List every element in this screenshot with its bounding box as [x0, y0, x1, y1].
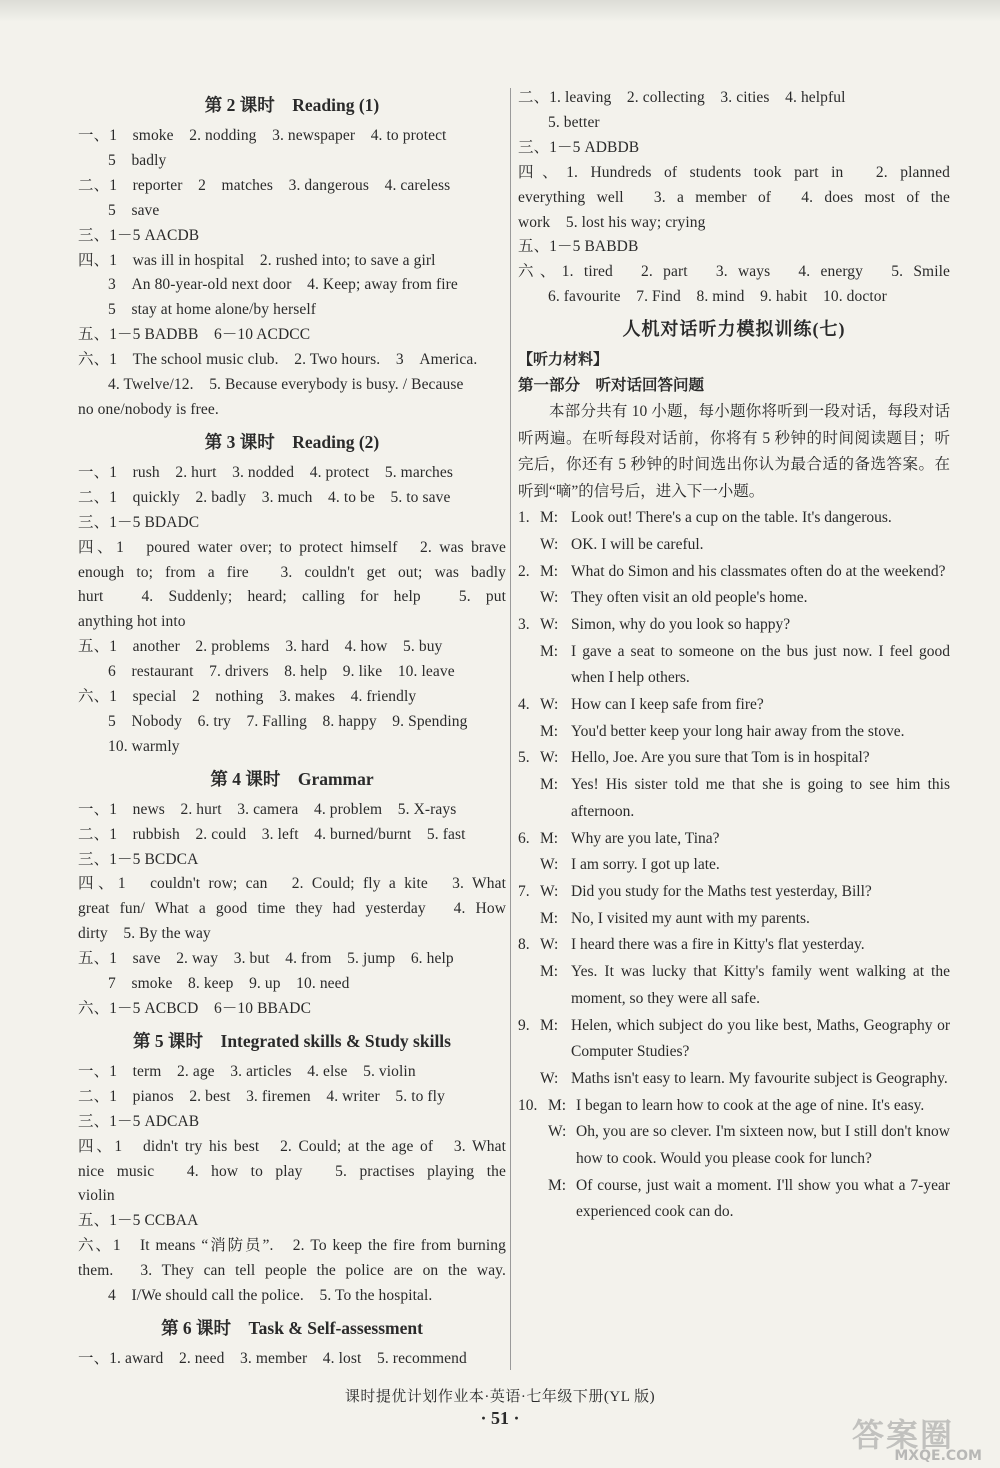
answer-line: work 5. lost his way; crying [518, 213, 706, 231]
answer-line: 一、1 term 2. age 3. articles 4. else 5. violin [78, 1062, 416, 1080]
speaker-label: M: [540, 722, 559, 740]
watermark-logo [852, 1410, 982, 1462]
dialogue-line [518, 505, 950, 532]
dialogue-line [518, 1119, 950, 1172]
dialogue-text: Did you study for the Maths test yesterday, Bill? [571, 883, 872, 900]
speaker-label: M: [540, 562, 559, 580]
speaker-label: W: [540, 696, 559, 714]
speaker-label: W: [540, 615, 559, 633]
dialogue-line [518, 532, 950, 559]
answer-line: 一、1. award 2. need 3. member 4. lost 5. recommend [78, 1349, 467, 1367]
dialogue-number: 1. [518, 509, 530, 527]
speaker-label: M: [548, 1096, 567, 1114]
speaker-label: M: [540, 829, 559, 847]
dialogue-line [518, 932, 950, 959]
speaker-label: W: [540, 936, 559, 954]
speaker-label: M: [540, 776, 559, 794]
answer-line: 二、1. leaving 2. collecting 3. cities 4. helpful [518, 89, 846, 106]
dialogue-text: Simon, why do you look so happy? [571, 615, 791, 633]
speaker-label: M: [540, 909, 559, 927]
answer-line: 3 An 80-year-old next door 4. Keep; away from fire [108, 276, 458, 294]
lesson-title: 第 4 课时 Grammar [210, 768, 374, 789]
dialogue-text: No, I visited my aunt with my parents. [571, 909, 810, 927]
dialogue-text: I heard there was a fire in Kitty's flat yesterday. [571, 936, 865, 954]
answer-line: 四、1 was ill in hospital 2. rushed into; to save a girl [78, 251, 436, 269]
speaker-label: M: [540, 642, 559, 660]
right-answer-block [518, 86, 950, 310]
dialogue-text: Oh, you are so clever. I'm sixteen now, but I still don't know how to cook. Would you please cook for lunch? [576, 1123, 950, 1168]
answer-line: 三、1－5 BDADC [78, 513, 200, 531]
part-heading: 第一部分 听对话回答问题 [518, 377, 705, 395]
dialogue-text: Why are you late, Tina? [571, 829, 720, 847]
answer-line: 五、1－5 BABDB [518, 238, 639, 256]
answer-line: 6 restaurant 7. drivers 8. help 9. like 10. leave [108, 663, 455, 681]
dialogue-line [518, 826, 950, 853]
watermark-logo-text: 答案圈 [852, 1416, 955, 1454]
answer-line: 二、1 rubbish 2. could 3. left 4. burned/burnt 5. fast [78, 825, 466, 843]
dialogue-line [518, 1173, 950, 1226]
answer-line: 二、1 pianos 2. best 3. firemen 4. writer 5. to fly [78, 1087, 445, 1105]
dialogue-list [518, 505, 950, 1226]
speaker-label: W: [540, 535, 559, 553]
answer-line: 六、1 special 2 nothing 3. makes 4. friendly [78, 688, 417, 706]
answer-line: 一、1 rush 2. hurt 3. nodded 4. protect 5. marches [78, 463, 454, 481]
speaker-label: W: [540, 589, 559, 607]
answer-line: everything well 3. a member of 4. does most of the [518, 188, 950, 206]
answer-line: no one/nobody is free. [78, 400, 219, 418]
answer-line: 六、1. tired 2. part 3. ways 4. energy 5. Smile [518, 263, 950, 281]
dialogue-text: How can I keep safe from fire? [571, 696, 764, 714]
dialogue-number: 5. [518, 749, 530, 767]
dialogue-text: Yes. It was lucky that Kitty's family went walking at the moment, so they were all safe. [571, 963, 950, 1007]
answer-line: 四、1 couldn't row; can 2. Could; fly a kite 3. What [78, 875, 506, 893]
answer-line: 5. better [548, 113, 600, 131]
scan-top-band [0, 0, 1000, 22]
speaker-label: M: [548, 1176, 567, 1194]
dialogue-line [518, 612, 950, 639]
dialogue-number: 10. [518, 1096, 538, 1114]
dialogue-text: Maths isn't easy to learn. My favourite subject is Geography. [571, 1069, 948, 1087]
answer-line: them. 3. They can tell people the police are on the way. [78, 1262, 506, 1280]
answer-line: 4. Twelve/12. 5. Because everybody is busy. / Because [108, 376, 464, 394]
dialogue-text: What do Simon and his classmates often do at the weekend? [571, 562, 946, 580]
speaker-label: W: [540, 1069, 559, 1087]
answer-line: anything hot into [78, 613, 186, 631]
dialogue-number: 9. [518, 1016, 530, 1034]
answer-line: 10. warmly [108, 737, 180, 755]
lesson-title: 第 2 课时 Reading (1) [204, 95, 380, 115]
answer-line: dirty 5. By the way [78, 925, 211, 943]
dialogue-number: 8. [518, 936, 530, 954]
answer-line: great fun/ What a good time they had yesterday 4. How [78, 900, 506, 918]
dialogue-number: 3. [518, 615, 530, 633]
dialogue-line [518, 559, 950, 586]
lesson-title: 第 3 课时 Reading (2) [204, 431, 380, 452]
dialogue-text: Helen, which subject do you like best, Maths, Geography or Computer Studies? [571, 1016, 950, 1061]
dialogue-text: You'd better keep your long hair away from the stove. [571, 722, 905, 740]
dialogue-text: Yes! His sister told me that she is going to see him this afternoon. [571, 776, 950, 820]
answer-line: enough to; from a fire 3. couldn't get out; was badly [78, 563, 506, 581]
answer-line: hurt 4. Suddenly; heard; calling for help 5. put [78, 588, 506, 606]
speaker-label: M: [540, 509, 559, 527]
answer-line: 六、1 It means “消防员”. 2. To keep the fire from burning [78, 1237, 506, 1255]
dialogue-line [518, 879, 950, 906]
answer-line: nice music 4. how to play 5. practises playing the [78, 1162, 506, 1180]
answer-line: 六、1 The school music club. 2. Two hours. 3 America. [78, 351, 478, 369]
dialogue-line [518, 745, 950, 772]
answer-line: 四、1 didn't try his best 2. Could; at the age of 3. What [78, 1137, 506, 1155]
answer-line: 三、1－5 ADBDB [518, 138, 640, 156]
dialogue-line [518, 639, 950, 692]
speaker-label: M: [540, 963, 559, 981]
answer-line: 5 stay at home alone/by herself [108, 301, 316, 319]
answer-line: 三、1－5 BCDCA [78, 850, 199, 868]
dialogue-line [518, 692, 950, 719]
dialogue-line [518, 959, 950, 1012]
dialogue-text: Hello, Joe. Are you sure that Tom is in hospital? [571, 749, 870, 767]
column-divider [510, 88, 511, 1370]
dialogue-text: Of course, just wait a moment. I'll show you what a 7-year experienced cook can do. [576, 1176, 950, 1221]
listening-title: 人机对话听力模拟训练(七) [622, 319, 846, 340]
answer-line: 4 I/We should call the police. 5. To the hospital. [108, 1287, 433, 1305]
dialogue-text: I gave a seat to someone on the bus just now. I feel good when I help others. [571, 642, 950, 687]
answer-line: 五、1 another 2. problems 3. hard 4. how 5. buy [78, 638, 443, 656]
dialogue-text: They often visit an old people's home. [571, 589, 808, 607]
answer-line: 三、1－5 ADCAB [78, 1112, 200, 1130]
speaker-label: M: [540, 1016, 559, 1034]
dialogue-number: 2. [518, 562, 530, 580]
answer-line: 六、1－5 ACBCD 6－10 BBADC [78, 1000, 312, 1017]
page-number: · 51 · [480, 1408, 520, 1428]
material-label: 【听力材料】 [518, 352, 609, 369]
page-footer [0, 1385, 1000, 1429]
dialogue-number: 4. [518, 696, 530, 714]
dialogue-text: OK. I will be careful. [571, 535, 704, 553]
answer-line: 四、1. Hundreds of students took part in 2. planned [518, 163, 950, 181]
answer-line: 6. favourite 7. Find 8. mind 9. habit 10. doctor [548, 288, 887, 306]
left-column [78, 86, 506, 1372]
answer-line: 五、1－5 CCBAA [78, 1212, 199, 1230]
speaker-label: W: [540, 749, 559, 767]
answer-line: 二、1 quickly 2. badly 3. much 4. to be 5. to save [78, 488, 451, 506]
watermark-site: MXQE.COM [894, 1448, 982, 1464]
speaker-label: W: [548, 1123, 567, 1141]
answer-line: 五、1 save 2. way 3. but 4. from 5. jump 6. help [78, 950, 454, 968]
dialogue-line [518, 852, 950, 879]
book-title: 课时提优计划作业本·英语·七年级下册(YL 版) [344, 1389, 656, 1405]
answer-line: 四、1 poured water over; to protect himself 2. was brave [78, 538, 506, 556]
dialogue-line [518, 772, 950, 825]
dialogue-line [518, 585, 950, 612]
dialogue-text: I am sorry. I got up late. [571, 856, 720, 874]
speaker-label: W: [540, 856, 559, 874]
answer-line: 7 smoke 8. keep 9. up 10. need [108, 975, 350, 993]
dialogue-line [518, 1093, 950, 1120]
dialogue-line [518, 719, 950, 746]
answer-line: 一、1 news 2. hurt 3. camera 4. problem 5. X-rays [78, 800, 457, 818]
instructions: 本部分共有 10 小题，每小题你将听到一段对话，每段对话听两遍。在听每段对话前，你将有 5 秒钟的时间阅读题目；听完后，你还有 5 秒钟的时间选出你认为最合适的备选答案。在听到“嘀”的信号后，进入下一小题。 [518, 403, 950, 500]
dialogue-line [518, 906, 950, 933]
dialogue-text: I began to learn how to cook at the age of nine. It's easy. [576, 1096, 925, 1114]
answer-line: 5 badly [108, 151, 167, 169]
dialogue-number: 7. [518, 883, 530, 900]
dialogue-line [518, 1013, 950, 1066]
lesson-title: 第 5 课时 Integrated skills & Study skills [133, 1030, 451, 1051]
answer-line: 五、1－5 BADBB 6－10 ACDCC [78, 326, 311, 344]
speaker-label: W: [540, 883, 559, 900]
answer-line: 一、1 smoke 2. nodding 3. newspaper 4. to protect [78, 127, 447, 144]
dialogue-line [518, 1066, 950, 1093]
answer-line: 二、1 reporter 2 matches 3. dangerous 4. careless [78, 176, 451, 194]
dialogue-text: Look out! There's a cup on the table. It's dangerous. [571, 509, 892, 527]
lesson-title: 第 6 课时 Task & Self-assessment [161, 1317, 423, 1338]
dialogue-number: 6. [518, 829, 530, 847]
answer-line: 三、1－5 AACDB [78, 226, 200, 244]
answer-line: violin [78, 1187, 115, 1205]
right-column [518, 86, 950, 1226]
answer-line: 5 Nobody 6. try 7. Falling 8. happy 9. Spending [108, 712, 468, 730]
answer-line: 5 save [108, 201, 160, 219]
